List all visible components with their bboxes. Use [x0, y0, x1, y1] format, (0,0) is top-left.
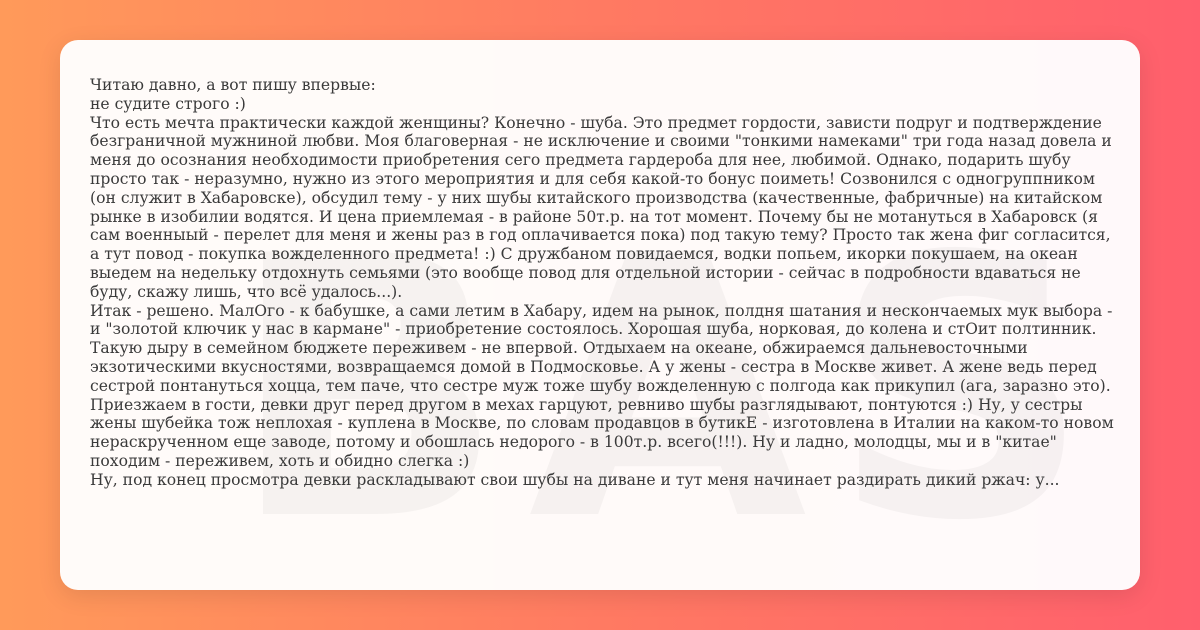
story-text	[90, 76, 1120, 490]
story-card	[60, 40, 1140, 590]
story-line: не судите строго :)	[90, 94, 246, 113]
story-paragraph: Ну, под конец просмотра девки раскладывают свои шубы на диване и тут меня начинает раздирать дикий ржач: у...	[90, 470, 1060, 489]
story-paragraph: Что есть мечта практически каждой женщины? Конечно - шуба. Это предмет гордости, зависти подруг и подтверждение безграничной мужниной любви. Моя благоверная - не исключение и своими "тонкими намеками" три года назад довела и меня до осознания необходимости приобретения сего предмета гардероба для нее, любимой. Однако, подарить шубу просто так - неразумно, нужно из этого мероприятия и для себя какой-то бонус поиметь! Созвонился с одногруппником (он служит в Хабаровске), обсудил тему - у них шубы китайского производства (качественные, фабричные) на китайском рынке в изобилии водятся. И цена приемлемая - в районе 50т.р. на тот момент. Почему бы не мотануться в Хабаровск (я сам военныый - перелет для меня и жены раз в год оплачивается пока) под такую тему? Просто так жена фиг согласится, а тут повод - покупка вожделенного предмета! :) С дружбаном повидаемся, водки попьем, икорки покушаем, на океан выедем на недельку отдохнуть семьями (это вообще повод для отдельной истории - сейчас в подробности вдаваться не буду, скажу лишь, что всё удалось...).	[90, 113, 1112, 301]
story-line: Читаю давно, а вот пишу впервые:	[90, 76, 376, 94]
story-paragraph: Приезжаем в гости, девки друг перед другом в мехах гарцуют, ревниво шубы разглядывают, понтуются :) Ну, у сестры жены шубейка тож неплохая - куплена в Москве, по словам продавцов в бутикЕ - изготовлена в Италии на каком-то новом нераскрученном еще заводе, потому и обошлась недорого - в 100т.р. всего(!!!). Ну и ладно, молодцы, мы и в "китае" походим - переживем, хоть и обидно слегка :)	[90, 395, 1114, 470]
story-paragraph: Итак - решено. МалОго - к бабушке, а сами летим в Хабару, идем на рынок, полдня шатания и нескончаемых мук выбора - и "золотой ключик у нас в кармане" - приобретение состоялось. Хорошая шуба, норковая, до колена и стОит полтинник. Такую дыру в семейном бюджете переживем - не впервой. Отдыхаем на океане, обжираемся дальневосточными экзотическими вкусностями, возвращаемся домой в Подмосковье. А у жены - сестра в Москве живет. А жене ведь перед сестрой понтануться хоцца, тем паче, что сестре муж тоже шубу вожделенную с полгода как прикупил (ага, заразно это).	[90, 301, 1113, 395]
